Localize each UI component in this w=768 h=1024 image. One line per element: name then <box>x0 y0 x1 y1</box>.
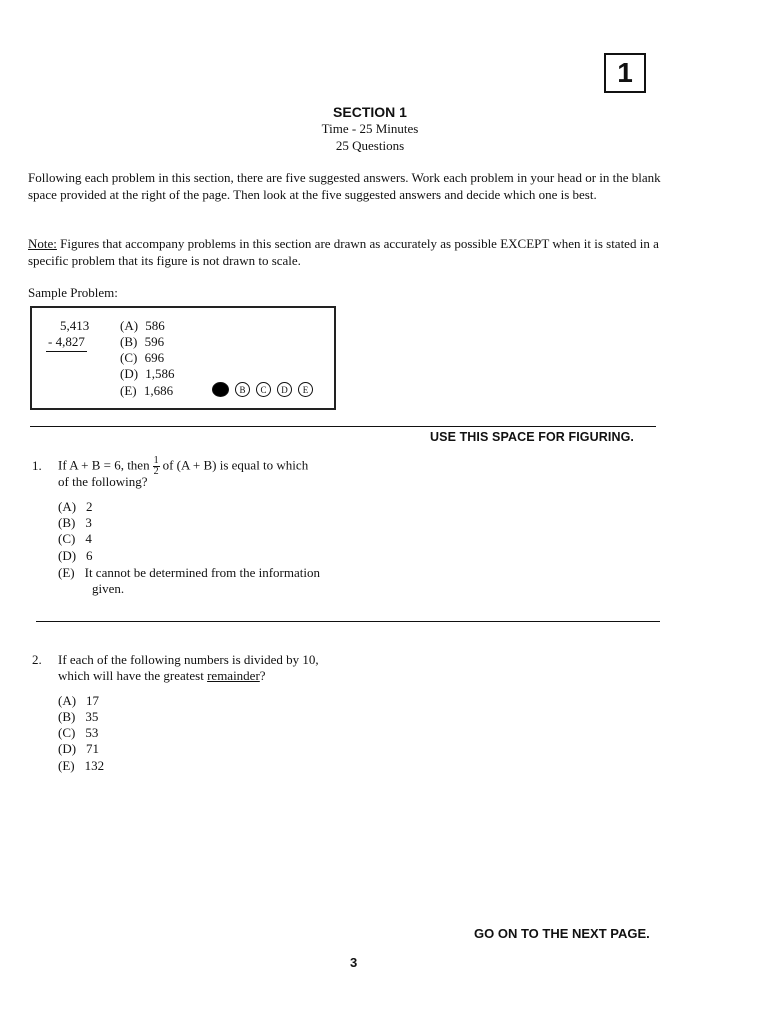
sample-top-number: 5,413 <box>60 318 90 333</box>
q2-choice-e <box>58 758 104 774</box>
q1-choice-e <box>58 565 320 581</box>
choice-value: 17 <box>86 693 100 708</box>
q2-choice-a <box>58 693 99 709</box>
choice-value: 596 <box>144 334 165 349</box>
q1-text-before: If A + B = 6, then <box>58 457 150 473</box>
q1-choice-e-line2: given. <box>92 581 125 596</box>
q1-text-after: of (A + B) is equal to which <box>162 457 309 473</box>
bubble-e: E <box>298 382 313 397</box>
question-2-line2 <box>58 668 266 685</box>
question-2-number: 2. <box>32 652 42 667</box>
sample-choice-a <box>120 318 165 335</box>
choice-value: 71 <box>86 741 100 756</box>
note-label: Note: <box>28 236 57 251</box>
q2-choice-b <box>58 709 98 725</box>
choice-letter: (B) <box>120 334 138 349</box>
sample-choice-d <box>120 366 175 383</box>
choice-letter: (A) <box>58 693 77 708</box>
choice-letter: (A) <box>58 499 77 514</box>
choice-value: 696 <box>144 350 165 365</box>
bubble-b: B <box>235 382 250 397</box>
choice-letter: (E) <box>120 383 137 398</box>
sample-bottom-number: - 4,827 <box>46 334 87 352</box>
choice-letter: (C) <box>58 531 76 546</box>
section-number-box: 1 <box>604 53 646 93</box>
divider-middle <box>36 621 660 622</box>
bubble-d: D <box>277 382 292 397</box>
choice-letter: (E) <box>58 758 75 773</box>
bubble-c: C <box>256 382 271 397</box>
page-number: 3 <box>350 955 358 970</box>
sample-choice-b <box>120 334 164 351</box>
question-1-line2: of the following? <box>58 474 148 489</box>
fraction-denominator: 2 <box>153 466 159 477</box>
figuring-space-label: USE THIS SPACE FOR FIGURING. <box>430 430 634 444</box>
choice-value: 586 <box>145 318 165 333</box>
question-count: 25 Questions <box>335 138 405 153</box>
sample-choice-c <box>120 350 164 367</box>
q2-choice-c <box>58 725 98 741</box>
choice-letter: (C) <box>58 725 76 740</box>
choice-letter: (B) <box>58 709 76 724</box>
choice-value: 1,686 <box>143 383 174 398</box>
q2-underlined-word: remainder <box>207 668 260 683</box>
instructions-paragraph: Following each problem in this section, there are five suggested answers. Work each problem in your head or in the blank space provided at the right of the page. Then look at the five suggested answers and decide which one is best. <box>28 170 661 202</box>
fraction-one-half <box>153 456 160 477</box>
choice-value: 53 <box>85 725 99 740</box>
divider-top <box>30 426 656 427</box>
choice-value: 3 <box>85 515 92 530</box>
choice-letter: (B) <box>58 515 76 530</box>
note-paragraph <box>28 236 668 269</box>
choice-letter: (E) <box>58 565 75 580</box>
choice-value: 1,586 <box>145 366 175 381</box>
choice-letter: (C) <box>120 350 138 365</box>
choice-letter: (D) <box>58 741 77 756</box>
q1-choice-b <box>58 515 92 531</box>
choice-letter: (D) <box>58 548 77 563</box>
note-text: Figures that accompany problems in this section are drawn as accurately as possible EXCEPT when it is stated in a specific problem that its figure is not drawn to scale. <box>28 236 659 268</box>
sample-answer-bubbles <box>212 382 313 397</box>
section-title: SECTION 1 <box>333 104 407 120</box>
time-limit: Time - 25 Minutes <box>321 121 419 136</box>
go-on-next-page: GO ON TO THE NEXT PAGE. <box>474 926 650 941</box>
question-1-number: 1. <box>32 458 42 473</box>
q2-text-after: ? <box>259 668 266 683</box>
sample-problem-label: Sample Problem: <box>28 285 118 300</box>
q1-choice-d <box>58 548 93 564</box>
choice-value: It cannot be determined from the information <box>84 565 320 580</box>
choice-letter: (D) <box>120 366 139 381</box>
choice-value: 2 <box>86 499 93 514</box>
choice-value: 35 <box>85 709 99 724</box>
q2-choice-d <box>58 741 99 757</box>
choice-value: 4 <box>85 531 92 546</box>
fraction-numerator: 1 <box>153 455 159 466</box>
question-2-line1: If each of the following numbers is divided by 10, <box>58 652 319 667</box>
sample-choice-e <box>120 383 173 400</box>
q1-choice-a <box>58 499 93 515</box>
q1-choice-c <box>58 531 92 547</box>
choice-value: 132 <box>84 758 105 773</box>
q2-text-before: which will have the greatest <box>58 668 208 683</box>
choice-letter: (A) <box>120 318 139 333</box>
filled-bubble-a <box>212 382 229 397</box>
choice-value: 6 <box>86 548 93 563</box>
